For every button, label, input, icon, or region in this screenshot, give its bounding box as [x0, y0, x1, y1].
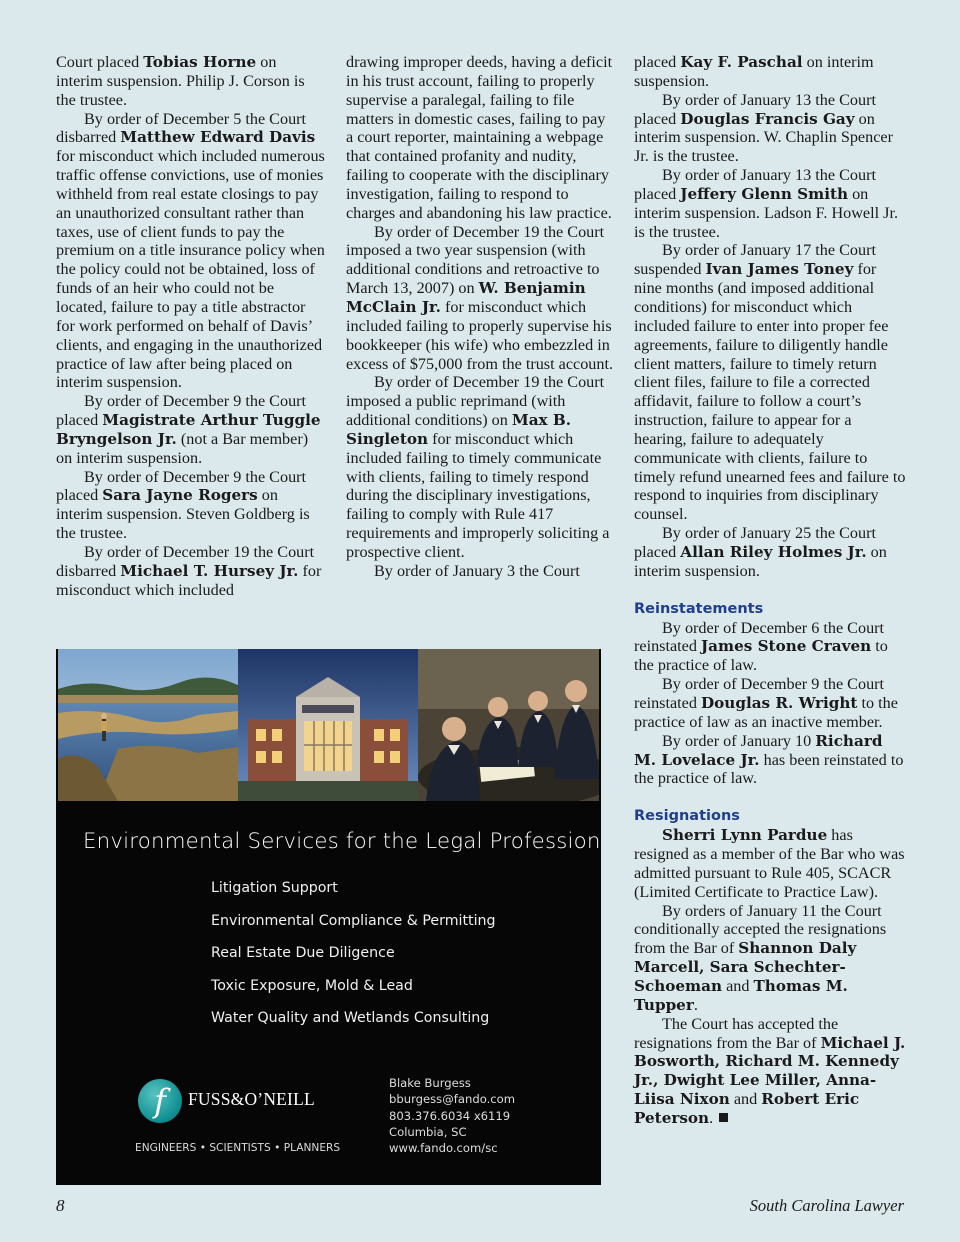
section-heading-resignations: Resignations — [634, 808, 740, 825]
paragraph: By order of January 13 the Court placed Jeffery Glenn Smith on interim suspension. Ladson F. Howell Jr. is the trustee. — [634, 166, 898, 241]
paragraph: By order of December 9 the Court placed Sara Jayne Rogers on interim suspension. Steven Goldberg is the trustee. — [56, 467, 310, 543]
article-column-3 — [634, 53, 906, 1128]
service-item: Litigation Support — [211, 880, 338, 896]
paragraph: By order of December 19 the Court imposed a two year suspension (with additional conditions and retroactive to March 13, 2007) on W. Benjamin McClain Jr. for misconduct which included failing to properly supervise his bookkeeper (his wife) who embezzled in excess of $75,000 from the trust account. — [346, 222, 614, 373]
attorney-name: Sherri Lynn Pardue — [662, 826, 828, 845]
attorney-name: Magistrate Arthur Tuggle Bryngelson Jr. — [56, 411, 321, 448]
contact-name: Blake Burgess — [389, 1076, 471, 1090]
attorney-name: Sara Jayne Rogers — [102, 486, 258, 505]
attorney-name: W. Benjamin McClain Jr. — [346, 279, 586, 316]
paragraph: By order of December 19 the Court disbarred Michael T. Hursey Jr. for misconduct which included — [56, 542, 322, 599]
attorney-name: Richard M. Lovelace Jr. — [634, 731, 883, 769]
company-name: FUSS&O’NEILL — [188, 1089, 315, 1109]
paragraph: By order of December 5 the Court disbarred Matthew Edward Davis for misconduct which included numerous traffic offense convictions, use of monies withheld from real estate closings to pay an unauthorized consultant rather than taxes, use of client funds to pay the premium on a title insurance policy when the policy could not be obtained, loss of funds of an heir who could not be located, failure to pay a title abstractor for work performed on behalf of Davis’ clients, and engaging in the unauthorized practice of law after being placed on interim suspension. — [56, 109, 325, 392]
attorney-name: Ivan James Toney — [705, 260, 854, 279]
service-item: Real Estate Due Diligence — [211, 945, 395, 961]
service-item: Toxic Exposure, Mold & Lead — [211, 977, 413, 994]
service-item: Environmental Compliance & Permitting — [211, 912, 496, 929]
attorney-name: James Stone Craven — [700, 637, 872, 656]
contact-block — [389, 1075, 515, 1156]
article-column-1 — [56, 53, 326, 599]
meeting-photo — [418, 649, 599, 801]
advertisement[interactable] — [56, 649, 601, 1185]
paragraph: By order of December 19 the Court imposed a public reprimand (with additional conditions) on Max B. Singleton for misconduct which included failing to timely communicate with clients, failing to timely respond during the disciplinary investigations, failing to comply with Rule 417 requirements and improperly soliciting a prospective client. — [346, 373, 610, 561]
paragraph: By order of January 17 the Court suspended Ivan James Toney for nine months (and imposed additional conditions) for misconduct which included failure to enter into proper fee agreements, failure to diligently handle client matters, failure to timely return client files, failure to file a corrected affidavit, failure to follow a court’s instruction, failure to appear for a hearing, failure to adequately communicate with clients, failure to timely refund unearned fees and failure to respond to inquiries from disciplinary counsel. — [634, 241, 906, 524]
paragraph: By order of January 10 Richard M. Lovelace Jr. has been reinstated to the practice of law. — [634, 731, 904, 788]
wetlands-photo — [58, 649, 238, 801]
paragraph: By order of December 9 the Court placed Magistrate Arthur Tuggle Bryngelson Jr. (not a Bar member) on interim suspension. — [56, 392, 321, 467]
company-tagline: ENGINEERS • SCIENTISTS • PLANNERS — [135, 1142, 341, 1154]
contact-phone: 803.376.6034 x6119 — [389, 1108, 511, 1123]
paragraph: Sherri Lynn Pardue has resigned as a member of the Bar who was admitted pursuant to Rule 405, SCACR (Limited Certificate to Practice Law). — [634, 826, 905, 901]
paragraph: By orders of January 11 the Court conditionally accepted the resignations from the Bar of Shannon Daly Marcell, Sara Schechter-Schoeman and Thomas M. Tupper. — [634, 901, 887, 1014]
attorney-name: Douglas Francis Gay — [680, 109, 855, 128]
service-item: Water Quality and Wetlands Consulting — [211, 1010, 490, 1026]
paragraph: Court placed Tobias Horne on interim suspension. Philip J. Corson is the trustee. — [56, 53, 305, 109]
paragraph: By order of December 6 the Court reinstated James Stone Craven to the practice of law. — [634, 618, 888, 675]
attorney-name: Michael T. Hursey Jr. — [120, 561, 299, 580]
attorney-name: Thomas M. Tupper — [634, 976, 848, 1014]
attorney-name: Allan Riley Holmes Jr. — [680, 542, 867, 561]
paragraph: By order of January 25 the Court placed Allan Riley Holmes Jr. on interim suspension. — [634, 524, 887, 580]
attorney-name: Michael J. Bosworth, Richard M. Kennedy Jr., Dwight Lee Miller, Anna-Liisa Nixon — [634, 1033, 906, 1109]
paragraph: By order of January 13 the Court placed Douglas Francis Gay on interim suspension. W. Chaplin Spencer Jr. is the trustee. — [634, 90, 893, 166]
contact-email[interactable]: bburgess@fando.com — [389, 1092, 516, 1107]
contact-website[interactable]: www.fando.com/sc — [389, 1141, 498, 1156]
building-photo — [238, 649, 418, 801]
attorney-name: Matthew Edward Davis — [120, 128, 316, 147]
paragraph: drawing improper deeds, having a deficit in his trust account, failing to properly supervise a paralegal, failing to file matters in domestic cases, failing to pay a court reporter, maintaining a webpage that contained profanity and nudity, failing to cooperate with the disciplinary investigation, failing to respond to charges and abandoning his law practice. — [346, 53, 613, 222]
attorney-name: Robert Eric Peterson — [634, 1090, 860, 1127]
service-list — [211, 879, 496, 1042]
attorney-name: Max B. Singleton — [346, 411, 572, 448]
attorney-name: Kay F. Paschal — [680, 53, 803, 71]
page-number: 8 — [56, 1196, 65, 1215]
paragraph: placed Kay F. Paschal on interim suspension. — [634, 53, 874, 90]
paragraph: By order of December 9 the Court reinstated Douglas R. Wright to the practice of law as an inactive member. — [634, 675, 898, 731]
publication-name: South Carolina Lawyer — [749, 1196, 904, 1215]
attorney-name: Jeffery Glenn Smith — [680, 184, 849, 203]
paragraph: The Court has accepted the resignations from the Bar of Michael J. Bosworth, Richard M. Kennedy Jr., Dwight Lee Miller, Anna-Liisa Nixon and Robert Eric Peterson. — [634, 1014, 906, 1127]
attorney-name: Douglas R. Wright — [700, 694, 858, 712]
article-column-2 — [346, 53, 616, 581]
paragraph: By order of January 3 the Court — [374, 561, 580, 580]
attorney-name: Shannon Daly Marcell, Sara Schechter-Schoeman — [634, 939, 857, 995]
section-heading-reinstatements: Reinstatements — [634, 600, 764, 617]
company-logo-icon: f — [138, 1079, 182, 1123]
attorney-name: Tobias Horne — [143, 53, 257, 71]
contact-city: Columbia, SC — [389, 1124, 467, 1139]
end-mark-icon — [719, 1113, 728, 1122]
ad-headline: Environmental Services for the Legal Profession — [83, 829, 601, 854]
